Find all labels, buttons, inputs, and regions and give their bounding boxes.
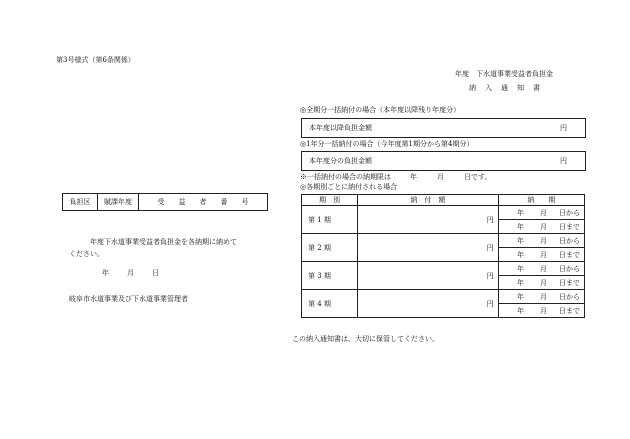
table-row bbox=[63, 194, 268, 211]
annual-payment-unit: 円 bbox=[560, 157, 567, 165]
schedule-table bbox=[301, 194, 585, 318]
period-amount bbox=[357, 262, 498, 290]
issue-day: 日 bbox=[152, 269, 159, 277]
issue-date bbox=[102, 270, 159, 277]
period-start-date bbox=[498, 234, 584, 248]
table-row bbox=[302, 234, 585, 248]
table-row bbox=[302, 262, 585, 276]
month-label: 月 bbox=[540, 208, 547, 217]
schedule-header-due: 納 期 bbox=[498, 195, 584, 206]
payment-request-line2: ください。 bbox=[69, 250, 104, 258]
schedule-header-period: 期 別 bbox=[302, 195, 358, 206]
period-end-date bbox=[498, 304, 584, 318]
year-label: 年 bbox=[517, 208, 524, 217]
period-start-date bbox=[498, 290, 584, 304]
beneficiary-id-table bbox=[62, 193, 268, 211]
year-label: 年 bbox=[517, 236, 524, 245]
month-label: 月 bbox=[540, 306, 547, 315]
year-label: 年 bbox=[517, 250, 524, 259]
table-row bbox=[302, 290, 585, 304]
period-amount bbox=[357, 234, 498, 262]
schedule-header-amount: 納 付 額 bbox=[357, 195, 498, 206]
until-label: 日まで bbox=[559, 306, 580, 315]
year-label: 年 bbox=[517, 306, 524, 315]
period-end-date bbox=[498, 220, 584, 234]
per-period-heading: ◎各期別ごとに納付される場合 bbox=[300, 183, 398, 191]
lump-deadline-year: 年 bbox=[410, 173, 417, 181]
period-amount bbox=[357, 206, 498, 234]
month-label: 月 bbox=[540, 292, 547, 301]
schedule-header-row bbox=[302, 195, 585, 206]
lump-deadline-prefix: ※一括納付の場合の納期限は bbox=[300, 173, 391, 181]
yen-unit: 円 bbox=[486, 299, 494, 308]
levy-year-header: 賦課年度 bbox=[98, 194, 139, 211]
footer-note: この納入通知書は、大切に保管してください。 bbox=[292, 335, 439, 343]
issue-year: 年 bbox=[102, 269, 109, 277]
period-end-date bbox=[498, 276, 584, 290]
year-label: 年 bbox=[517, 278, 524, 287]
full-payment-label: 本年度以降負担金額 bbox=[309, 124, 372, 132]
period-label: 第 2 期 bbox=[302, 234, 358, 262]
month-label: 月 bbox=[540, 236, 547, 245]
period-label: 第 4 期 bbox=[302, 290, 358, 318]
beneficiary-number-header: 受 益 者 番 号 bbox=[139, 194, 268, 211]
period-end-date bbox=[498, 248, 584, 262]
period-label: 第 1 期 bbox=[302, 206, 358, 234]
from-label: 日から bbox=[559, 236, 580, 245]
issuer-name: 岐阜市水道事業及び下水道事業管理者 bbox=[69, 295, 188, 303]
until-label: 日まで bbox=[559, 278, 580, 287]
yen-unit: 円 bbox=[486, 243, 494, 252]
lump-deadline-day: 日です。 bbox=[464, 173, 492, 181]
annual-payment-label: 本年度分の負担金額 bbox=[309, 157, 372, 165]
period-start-date bbox=[498, 206, 584, 220]
year-label: 年 bbox=[517, 292, 524, 301]
period-start-date bbox=[498, 262, 584, 276]
table-row bbox=[302, 206, 585, 220]
lump-deadline bbox=[300, 174, 491, 181]
notice-subtitle: 納 入 通 知 書 bbox=[469, 84, 541, 92]
burden-district-header: 負担区 bbox=[63, 194, 98, 211]
year-label: 年 bbox=[517, 264, 524, 273]
full-payment-box bbox=[301, 118, 586, 138]
month-label: 月 bbox=[540, 278, 547, 287]
lump-deadline-month: 月 bbox=[437, 173, 444, 181]
month-label: 月 bbox=[540, 250, 547, 259]
from-label: 日から bbox=[559, 264, 580, 273]
yen-unit: 円 bbox=[486, 215, 494, 224]
annual-payment-box bbox=[301, 151, 586, 171]
annual-payment-heading: ◎1年分一括納付の場合（今年度第1期分から第4期分） bbox=[300, 140, 474, 148]
year-label: 年 bbox=[517, 222, 524, 231]
from-label: 日から bbox=[559, 208, 580, 217]
until-label: 日まで bbox=[559, 222, 580, 231]
full-payment-heading: ◎全期分一括納付の場合（本年度以降残り年度分） bbox=[300, 106, 461, 114]
payment-request-line1: 年度下水道事業受益者負担金を各納期に納めて bbox=[90, 238, 237, 246]
period-amount bbox=[357, 290, 498, 318]
month-label: 月 bbox=[540, 264, 547, 273]
period-label: 第 3 期 bbox=[302, 262, 358, 290]
from-label: 日から bbox=[559, 292, 580, 301]
form-number: 第3号様式（第6条関係） bbox=[56, 56, 135, 64]
notice-title: 年度 下水道事業受益者負担金 bbox=[455, 70, 553, 78]
until-label: 日まで bbox=[559, 250, 580, 259]
yen-unit: 円 bbox=[486, 271, 494, 280]
issue-month: 月 bbox=[127, 269, 134, 277]
month-label: 月 bbox=[540, 222, 547, 231]
full-payment-unit: 円 bbox=[560, 124, 567, 132]
